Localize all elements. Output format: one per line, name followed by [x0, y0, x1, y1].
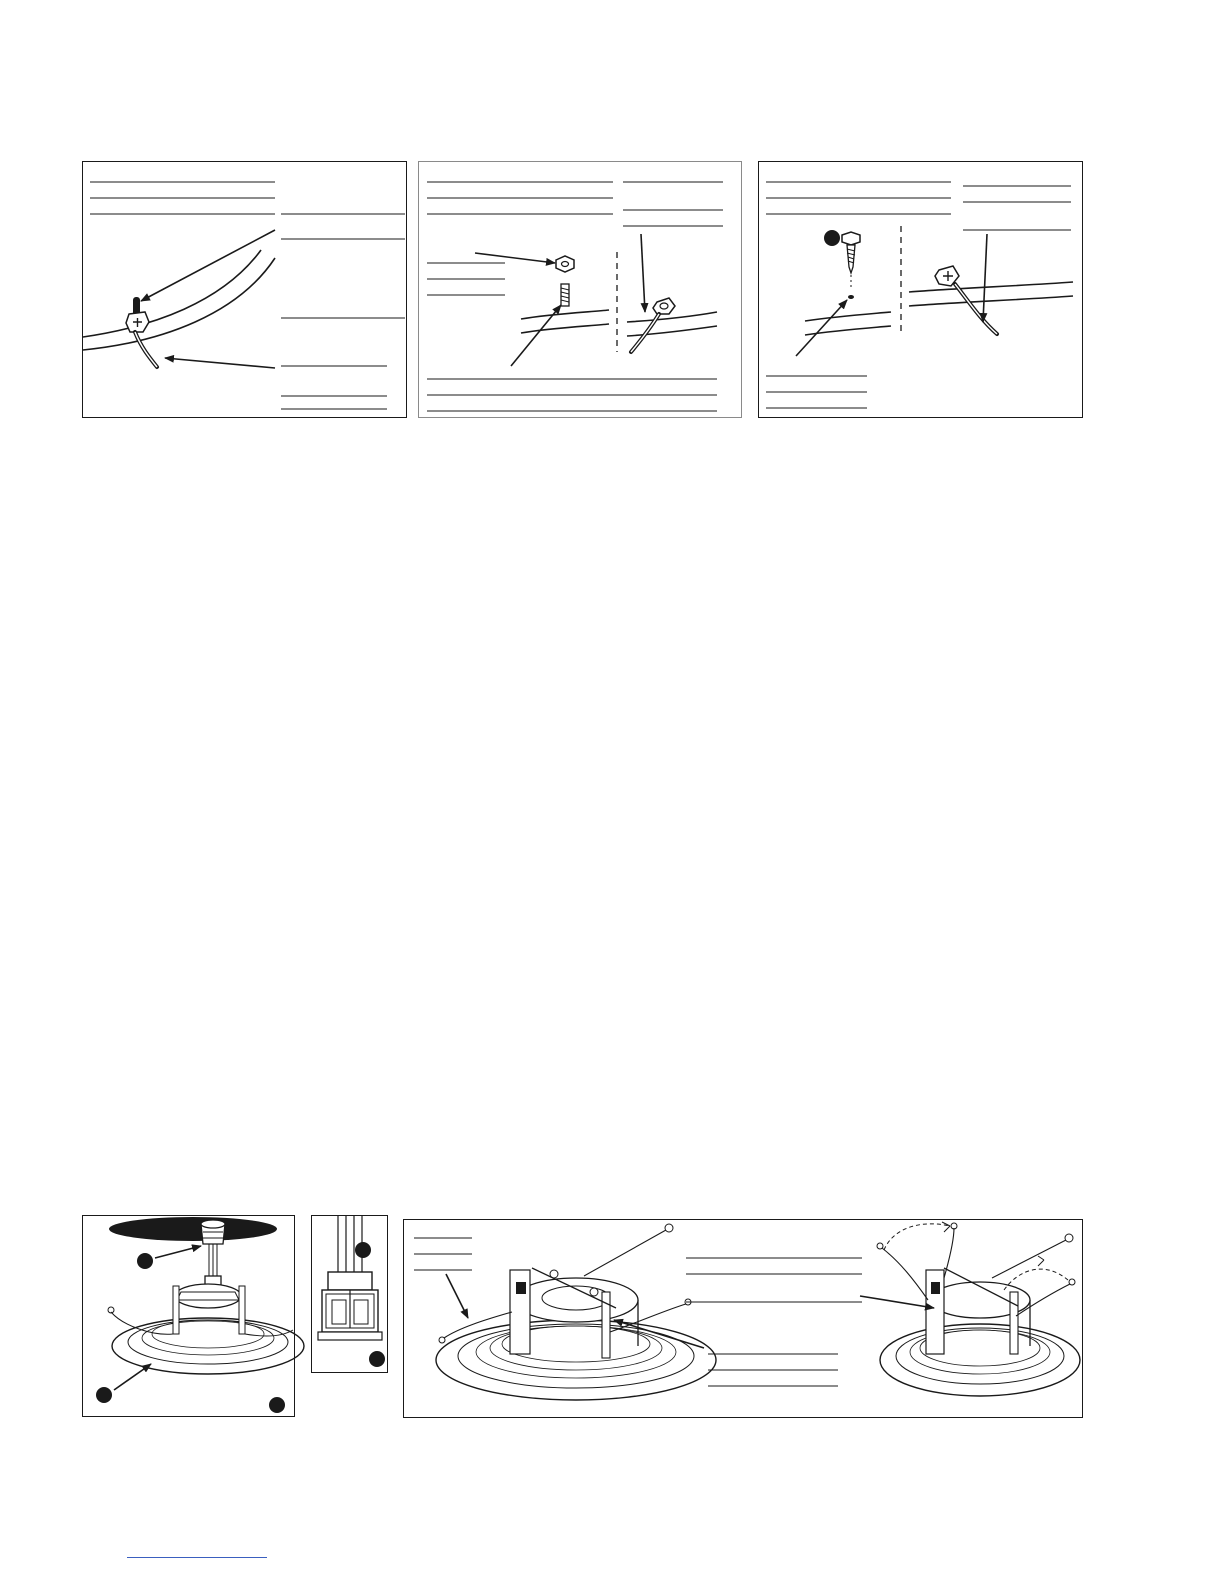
socket-icon [201, 1220, 225, 1286]
arrow-to-spring-left [446, 1274, 468, 1318]
text-rules-left [90, 182, 275, 214]
assembled-screw-icon [935, 266, 997, 334]
text-rules-right [281, 214, 405, 409]
connector-body [318, 1272, 382, 1340]
ground-screw-icon [126, 297, 157, 367]
housing-edge [521, 310, 717, 336]
figure-nut-and-stud [418, 161, 742, 418]
can-housing [108, 1284, 304, 1374]
callout-marker-3 [269, 1397, 285, 1413]
text-rules-bottom-left [766, 376, 867, 408]
figure-connector-detail [311, 1215, 388, 1373]
trim-assembly-right [877, 1223, 1080, 1396]
arrow-to-screw [141, 230, 275, 301]
figure-grounding-wire [82, 161, 407, 418]
hex-nut-icon [556, 256, 574, 272]
arrow-to-hole [796, 300, 847, 356]
figure-lamp-holder [82, 1215, 295, 1417]
ceiling-disc [109, 1217, 277, 1241]
text-rules-bottom [427, 379, 717, 411]
assembled-screw-icon [631, 298, 675, 352]
hex-screw-icon [842, 232, 860, 299]
housing-edge [805, 282, 1073, 335]
connector-drawing [312, 1216, 389, 1374]
callout-marker-1 [137, 1253, 153, 1269]
arrow-to-assembled-screw [641, 234, 645, 312]
arrow-to-housing-left [614, 1320, 704, 1348]
arrow-to-nut [475, 253, 555, 263]
spring-motion-arrows [884, 1222, 1068, 1290]
lamp-holder-drawing [83, 1216, 296, 1418]
callout-marker-2 [96, 1387, 112, 1403]
figure-ground-screw [758, 161, 1083, 418]
text-rules-top [766, 182, 1071, 230]
threaded-stud-icon [561, 284, 569, 306]
text-rules-left-label [427, 263, 505, 295]
arrow-to-trim [114, 1364, 151, 1390]
trim-assembly-left [436, 1224, 716, 1400]
arrow-to-stud [511, 305, 561, 366]
grounding-wire-drawing [83, 162, 408, 419]
figure-torsion-springs [403, 1219, 1083, 1418]
callout-marker [824, 230, 840, 246]
callout-marker-2 [369, 1351, 385, 1367]
torsion-springs-drawing [404, 1220, 1084, 1419]
ground-screw-drawing [759, 162, 1084, 419]
arrow-to-spring-right [860, 1296, 934, 1308]
housing-edge [83, 250, 275, 350]
arrow-to-socket [155, 1246, 201, 1258]
arrow-to-wire [165, 358, 275, 368]
text-rules-top [427, 182, 723, 226]
text-rules-left [414, 1238, 472, 1270]
footer-rule [127, 1557, 267, 1558]
arrow-to-wire [983, 234, 987, 322]
nut-stud-drawing [419, 162, 743, 419]
text-rules-center [686, 1258, 862, 1386]
callout-marker-1 [355, 1242, 371, 1258]
